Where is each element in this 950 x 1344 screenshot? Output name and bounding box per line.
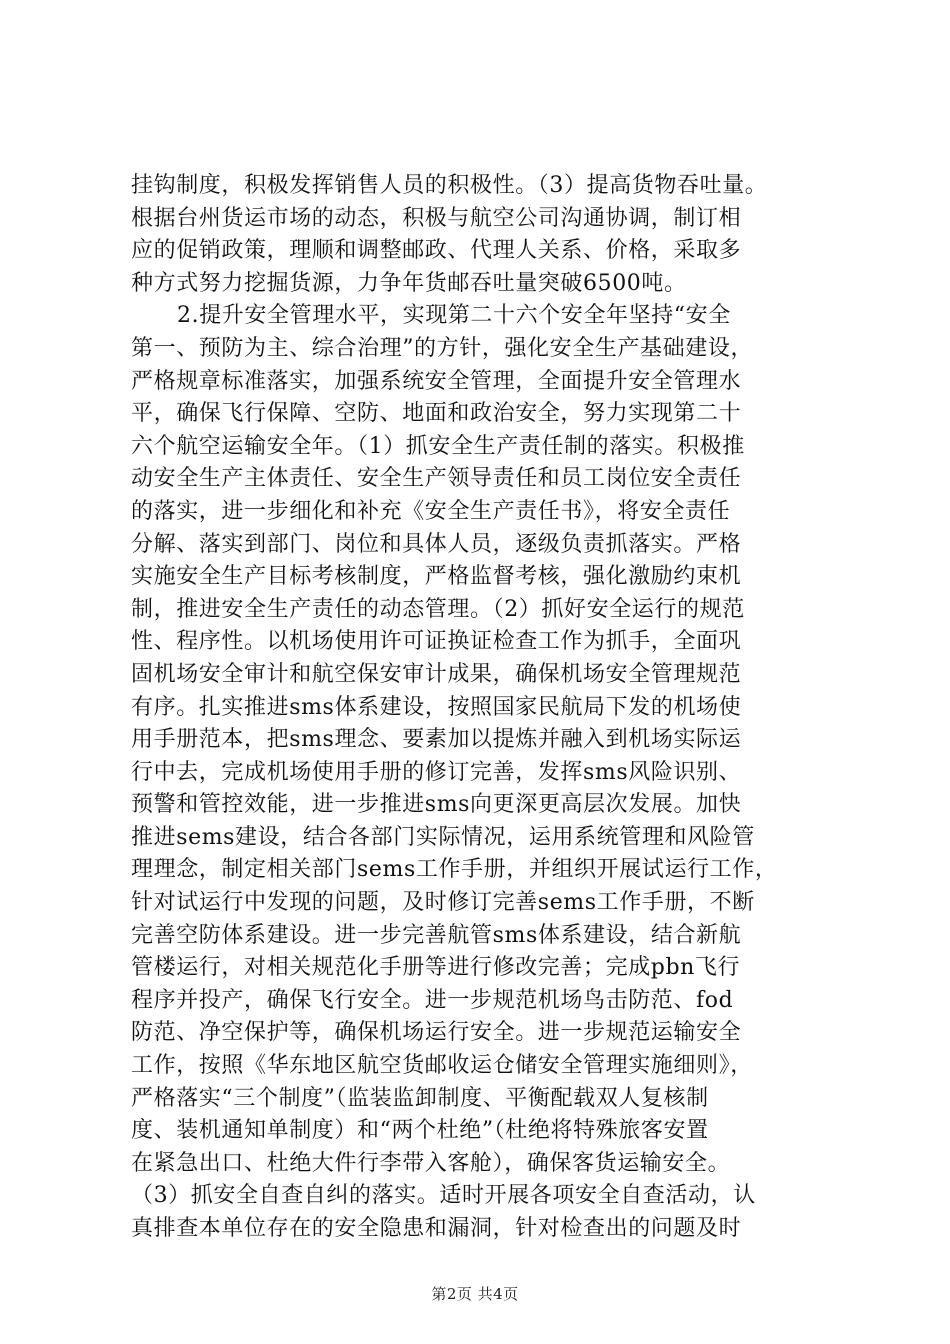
text-line: 在紧急出口、杜绝大件行李带入客舱），确保客货运输安全。: [131, 1150, 731, 1176]
body-text: [131, 170, 821, 1246]
text-line: 推进sems建设，结合各部门实际情况，运用系统管理和风险管: [131, 824, 755, 850]
text-line: 根据台州货运市场的动态，积极与航空公司沟通协调，制订相: [131, 205, 742, 231]
text-line: 行中去，完成机场使用手册的修订完善，发挥sms风险识别、: [131, 759, 742, 785]
text-line: 挂钩制度，积极发挥销售人员的积极性。（3）提高货物吞吐量。: [131, 173, 768, 198]
text-line: 严格规章标准落实，加强系统安全管理，全面提升安全管理水: [131, 368, 742, 394]
text-line: 六个航空运输安全年。（1）抓安全生产责任制的落实。积极推: [131, 433, 745, 459]
text-line: 实施安全生产目标考核制度，严格监督考核，强化激励约束机: [131, 564, 742, 590]
text-line: 理理念，制定相关部门sems工作手册，并组织开展试运行工作，: [131, 857, 778, 883]
text-line: 程序并投产，确保飞行安全。进一步规范机场鸟击防范、fod: [131, 987, 734, 1013]
text-line: 管楼运行，对相关规范化手册等进行修改完善；完成pbn飞行: [131, 955, 741, 981]
text-line: （3）抓安全自查自纠的落实。适时开展各项安全自查活动，认: [131, 1183, 756, 1209]
text-line: 种方式努力挖掘货源，力争年货邮吞吐量突破6500吨。: [131, 270, 687, 296]
text-line: 真排查本单位存在的安全隐患和漏洞，针对检查出的问题及时: [131, 1216, 742, 1241]
text-line: 有序。扎实推进sms体系建设，按照国家民航局下发的机场使: [131, 694, 742, 720]
text-line: 严格落实“三个制度”（监装监卸制度、平衡配载双人复核制: [131, 1085, 709, 1111]
text-line: 第一、预防为主、综合治理”的方针，强化安全生产基础建设，: [131, 335, 754, 361]
text-line: 动安全生产主体责任、安全生产领导责任和员工岗位安全责任: [131, 466, 742, 492]
text-line: 预警和管控效能，进一步推进sms向更深更高层次发展。加快: [131, 792, 742, 818]
text-line: 完善空防体系建设。进一步完善航管sms体系建设，结合新航: [131, 922, 742, 948]
text-line: 分解、落实到部门、岗位和具体人员，逐级负责抓落实。严格: [131, 531, 742, 557]
text-line: 平，确保飞行保障、空防、地面和政治安全，努力实现第二十: [131, 401, 742, 427]
text-line: 防范、净空保护等，确保机场运行安全。进一步规范运输安全: [131, 1020, 742, 1046]
paragraph-start-line: 2.提升安全管理水平，实现第二十六个安全年坚持“安全: [177, 303, 731, 329]
text-line: 性、程序性。以机场使用许可证换证检查工作为抓手，全面巩: [131, 629, 742, 655]
text-line: 针对试运行中发现的问题，及时修订完善sems工作手册，不断: [131, 890, 755, 916]
text-line: 工作，按照《华东地区航空货邮收运仓储安全管理实施细则》，: [131, 1053, 753, 1079]
text-line: 度、装机通知单制度）和“两个杜绝”（杜绝将特殊旅客安置: [131, 1118, 709, 1144]
page-number-footer: 第2页 共4页: [431, 1285, 519, 1303]
text-line: 用手册范本，把sms理念、要素加以提炼并融入到机场实际运: [131, 727, 742, 753]
text-line: 固机场安全审计和航空保安审计成果，确保机场安全管理规范: [131, 661, 742, 687]
text-line: 应的促销政策，理顺和调整邮政、代理人关系、价格，采取多: [131, 238, 742, 264]
text-line: 的落实，进一步细化和补充《安全生产责任书》，将安全责任: [131, 498, 731, 524]
text-line: 制，推进安全生产责任的动态管理。（2）抓好安全运行的规范: [131, 596, 745, 622]
